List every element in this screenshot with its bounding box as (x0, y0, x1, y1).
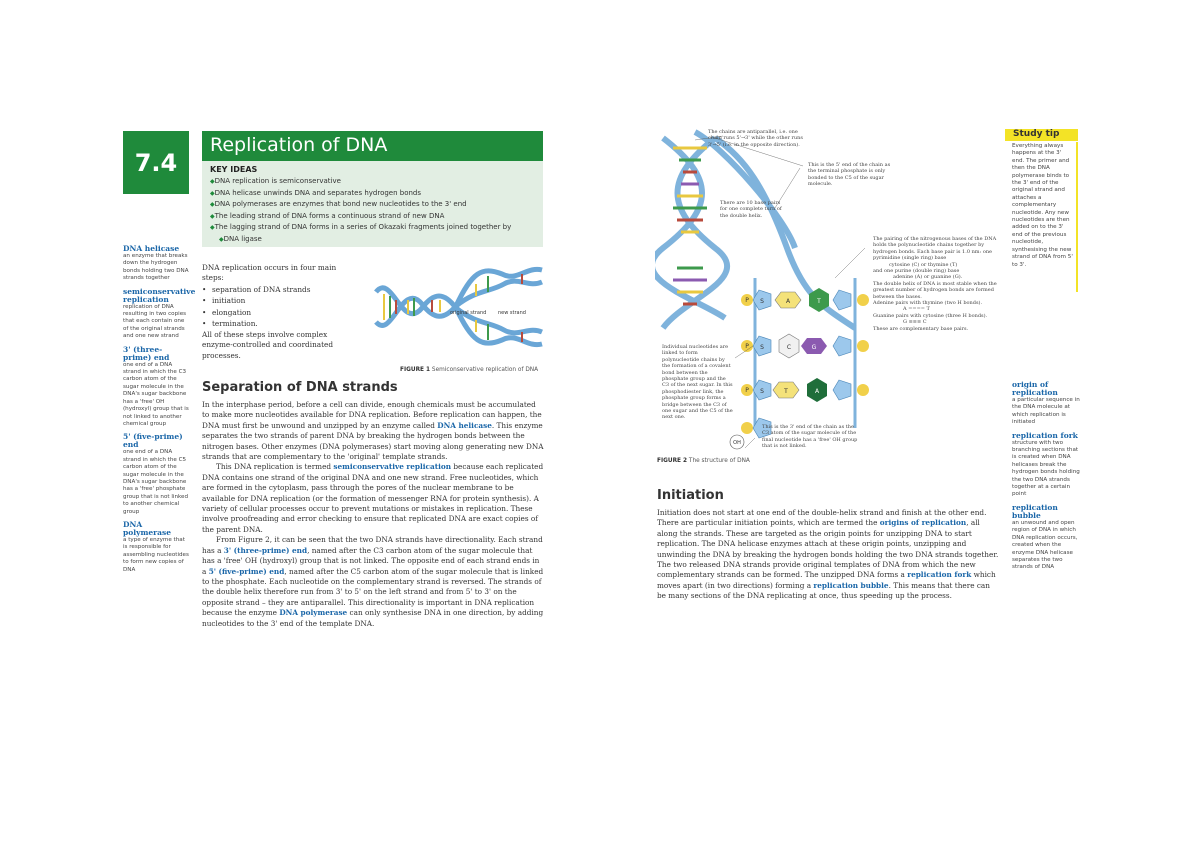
annotation-line: Adenine pairs with thymine (two H bonds). (873, 300, 983, 307)
figure1-caption-text: Semiconservative replication of DNA (431, 367, 539, 373)
study-tip-heading: Study tip (1005, 129, 1078, 141)
intro-end: All of these steps involve complex enzyme-controlled and coordinated processes. (202, 329, 334, 360)
text: . This means that there can be many sections of the DNA replicating at once, thus speeding up the process. (657, 580, 990, 601)
label-original-strand: original strand (450, 310, 487, 316)
annotation-line: The pairing of the nitrogenous bases of the DNA holds the polynucleotide chains together by hydrogen bonds. Each base pair is 1.0 nm: one pyrimidine (single ring) base (873, 236, 997, 262)
annotation-line: A ==== T (903, 306, 930, 313)
text: . This enzyme separates the two strands of parent DNA by breaking the hydrogen bonds between the nitrogen bases. Other enzymes (DNA polymerases) start moving along generating new DNA strands that are complementary to the 'original' template strands. (202, 420, 544, 462)
page-title: Replication of DNA (202, 131, 543, 161)
glossary-term: semiconservative replication (123, 286, 196, 304)
glossary-def: replication of DNA resulting in two copies that each contain one of the original strands and one new strand (123, 303, 187, 340)
daughter-helix-top (456, 269, 542, 306)
annotation-line: Guanine pairs with cytosine (three H bonds). (873, 312, 988, 319)
section-heading-separation: Separation of DNA strands (202, 380, 398, 395)
figure1-diagram (372, 262, 544, 368)
text: , named after the C3 carbon atom of the sugar molecule that has a 'free' OH (hydroxyl) group that is not linked. The opposite end of each strand ends in a (202, 545, 540, 576)
key-idea: ◆ The lagging strand of DNA forms in a series of Okazaki fragments joined together by (210, 222, 535, 234)
annotation-base-pairing (873, 236, 1001, 332)
section-number: 7.4 (123, 131, 189, 194)
text: , all along the strands. These are targeted as the origin points for unzipping DNA to start replication. The DNA helicase enzymes attach at these origin points, unzipping and unwinding the DNA by breaking the hydrogen bonds holding the two DNA strands together. The two released DNA strands provide original templates of DNA from which the new complementary strands can be formed. The unzipped DNA forms a (657, 518, 999, 580)
paragraph (202, 400, 544, 462)
keyword: replication fork (907, 570, 972, 580)
glossary-right (1012, 381, 1080, 577)
sugar-label: S (760, 388, 764, 395)
sugar-label: S (760, 344, 764, 351)
phosphate-label: P (745, 387, 749, 394)
phosphate-label: P (745, 343, 749, 350)
step-item: • initiation (202, 295, 352, 307)
intro-block (202, 263, 352, 361)
glossary-term: origin of replication (1012, 380, 1058, 397)
text: From Figure 2, it can be seen that the two DNA strands have directionality. Each strand has a (202, 535, 543, 555)
study-tip-text: Everything always happens at the 3' end. The primer and then the DNA polymerase binds to the 3' end of the original strand and attaches a complementary nucleotide. Any new nucleotides are then added on to the 3' end of the previous nucleotide, synthesising the new strand of DNA from 5' to 3'. (1012, 143, 1073, 268)
keyword: 5' (five-prime) end (208, 566, 285, 576)
figure2-label: FIGURE 2 (657, 458, 688, 464)
figure2-caption-text: The structure of DNA (688, 458, 750, 464)
annotation-line: adenine (A) or guanine (G). (893, 274, 963, 281)
key-idea: ◆ DNA replication is semiconservative (210, 176, 535, 188)
text: Initiation does not start at one end of the double-helix strand and finish at the other end. There are particular initiation points, which are termed the (657, 508, 987, 528)
glossary-left (123, 244, 196, 579)
text: because each replicated DNA contains one strand of the original DNA and one new strand. Free nucleotides, which are formed in the cytoplasm, pass through the pores of the nuclear membrane to be available for DNA replication (or the formation of messenger RNA for protein synthesis). A variety of cellular processes occur to prevent mutations or mistakes in replication. These involve proofreading and error checking to ensure that replicated DNA are exact copies of the parent DNA. (202, 462, 544, 534)
key-ideas-heading: KEY IDEAS (210, 165, 258, 174)
glossary-def: a particular sequence in the DNA molecule at which replication is initiated (1012, 397, 1080, 426)
base-label: A (814, 388, 820, 395)
step-item: • termination. (202, 318, 352, 330)
key-ideas-box (202, 161, 543, 247)
annotation-5-end: This is the 5' end of the chain as the terminal phosphate is only bonded to the C5 of the sugar molecule. (808, 162, 891, 188)
keyword: 3' (three-prime) end (223, 545, 308, 555)
paragraph (202, 462, 544, 535)
glossary-term: DNA polymerase (123, 519, 171, 537)
text: In the interphase period, before a cell can divide, enough chemicals must be accumulated to make more nucleotides available for DNA replication. Before replication can happen, the DNA must first be unwound and unzipped by an enzyme called (202, 400, 542, 430)
glossary-term: 3' (three-prime) end (123, 344, 170, 362)
right-body (657, 508, 1000, 602)
intro-text: DNA replication occurs in four main steps: (202, 263, 337, 283)
glossary-def: an enzyme that breaks down the hydrogen bonds holding two DNA strands together (123, 253, 189, 282)
figure2-caption (657, 458, 817, 464)
annotation-3-end: This is the 3' end of the chain as the C3 atom of the sugar molecule of the final nucleotide has a 'free' OH group that is not linked. (762, 424, 858, 450)
figure1-label: FIGURE 1 (400, 367, 431, 373)
glossary-def: an unwound and open region of DNA in which DNA replication occurs, created when the enzyme DNA helicase separates the two strands of DNA (1012, 519, 1078, 571)
left-body (202, 400, 544, 629)
glossary-term: replication fork (1012, 430, 1078, 440)
step-item: • separation of DNA strands (202, 284, 352, 296)
key-idea: ◆ DNA helicase unwinds DNA and separates hydrogen bonds (210, 188, 535, 200)
glossary-def: one end of a DNA strand in which the C3 carbon atom of the sugar molecule in the DNA's sugar backbone has a 'free' OH (hydroxyl) group that is not linked to another chemical group (123, 361, 189, 427)
paragraph (202, 535, 544, 629)
glossary-term: DNA helicase (123, 244, 180, 253)
keyword: replication bubble (813, 580, 889, 590)
keyword: semiconservative replication (333, 462, 452, 472)
section-heading-initiation: Initiation (657, 488, 724, 503)
annotation-antiparallel: The chains are antiparallel, i.e. one chain runs 5'→3' while the other runs 3'→5' (i.e. in the opposite direction). (708, 129, 803, 148)
oh-label: OH (733, 440, 741, 446)
text: , named after the C5 carbon atom of the sugar molecule that is linked to the phosphate. Each nucleotide on the complementary strand is reversed. The strands of the double helix therefore run from 3' to 5' on the left strand and from 5' to 3' on the opposite strand – they are antiparallel. This directionality is important in DNA replication because the enzyme (202, 566, 544, 618)
base-label: G (811, 344, 817, 351)
label-new-strand: new strand (498, 310, 526, 316)
text: which moves apart (in two directions) forming a (657, 570, 996, 590)
key-idea-continued: ◆ DNA ligase (210, 234, 535, 246)
glossary-term: 5' (five-prime) end (123, 432, 183, 450)
base-label: A (785, 298, 791, 305)
base-label: T (817, 298, 821, 305)
glossary-def: one end of a DNA strand in which the C5 carbon atom of the sugar molecule in the DNA's sugar backbone has a 'free' phosphate group that is not linked to another chemical group (123, 449, 189, 515)
glossary-term: replication bubble (1012, 502, 1058, 520)
step-item: • elongation (202, 307, 352, 319)
glossary-def: structure with two branching sections that is created when DNA helicases break the hydrogen bonds holding the two DNA strands together at a certain point (1012, 439, 1080, 498)
annotation-phosphodiester: Individual nucleotides are linked to form polynucleotide chains by the formation of a covalent bond between the phosphate group and the C3 of the next sugar. In this phosphodiester link, the phosphate group forms a bridge between the C3 of one sugar and the C5 of the next one. (662, 344, 733, 421)
paragraph (657, 508, 1000, 602)
study-tip-bar (1076, 142, 1078, 292)
parent-helix (376, 288, 456, 326)
annotation-line: and one purine (double ring) base (873, 268, 960, 275)
base-label: C (786, 344, 792, 351)
keyword: DNA helicase (437, 420, 492, 430)
phosphate-label: P (745, 297, 749, 304)
annotation-line: G ≡≡≡ C (903, 319, 927, 326)
text: This DNA replication is termed (216, 462, 332, 472)
key-idea: ◆ DNA polymerases are enzymes that bond new nucleotides to the 3' end (210, 199, 535, 211)
annotation-line: The double helix of DNA is most stable when the greatest number of hydrogen bonds are formed between the bases. (873, 280, 997, 300)
base-label: T (784, 388, 788, 395)
sugar-label: S (760, 298, 764, 305)
glossary-def: a type of enzyme that is responsible for assembling nucleotides to form new copies of DNA (123, 536, 189, 573)
steps-list (202, 284, 352, 330)
figure1-caption (400, 367, 545, 373)
keyword: DNA polymerase (279, 608, 348, 618)
annotation-10-base-pairs: There are 10 base pairs for one complete turn of the double helix. (720, 200, 782, 219)
annotation-line: These are complementary base pairs. (873, 325, 969, 332)
keyword: origins of replication (879, 518, 967, 528)
annotation-line: cytosine (C) or thymine (T) (889, 261, 958, 268)
key-idea: ◆ The leading strand of DNA forms a continuous strand of new DNA (210, 211, 535, 223)
text: can only synthesise DNA in one direction, by adding nucleotides to the 3' end of the template DNA. (202, 608, 544, 628)
